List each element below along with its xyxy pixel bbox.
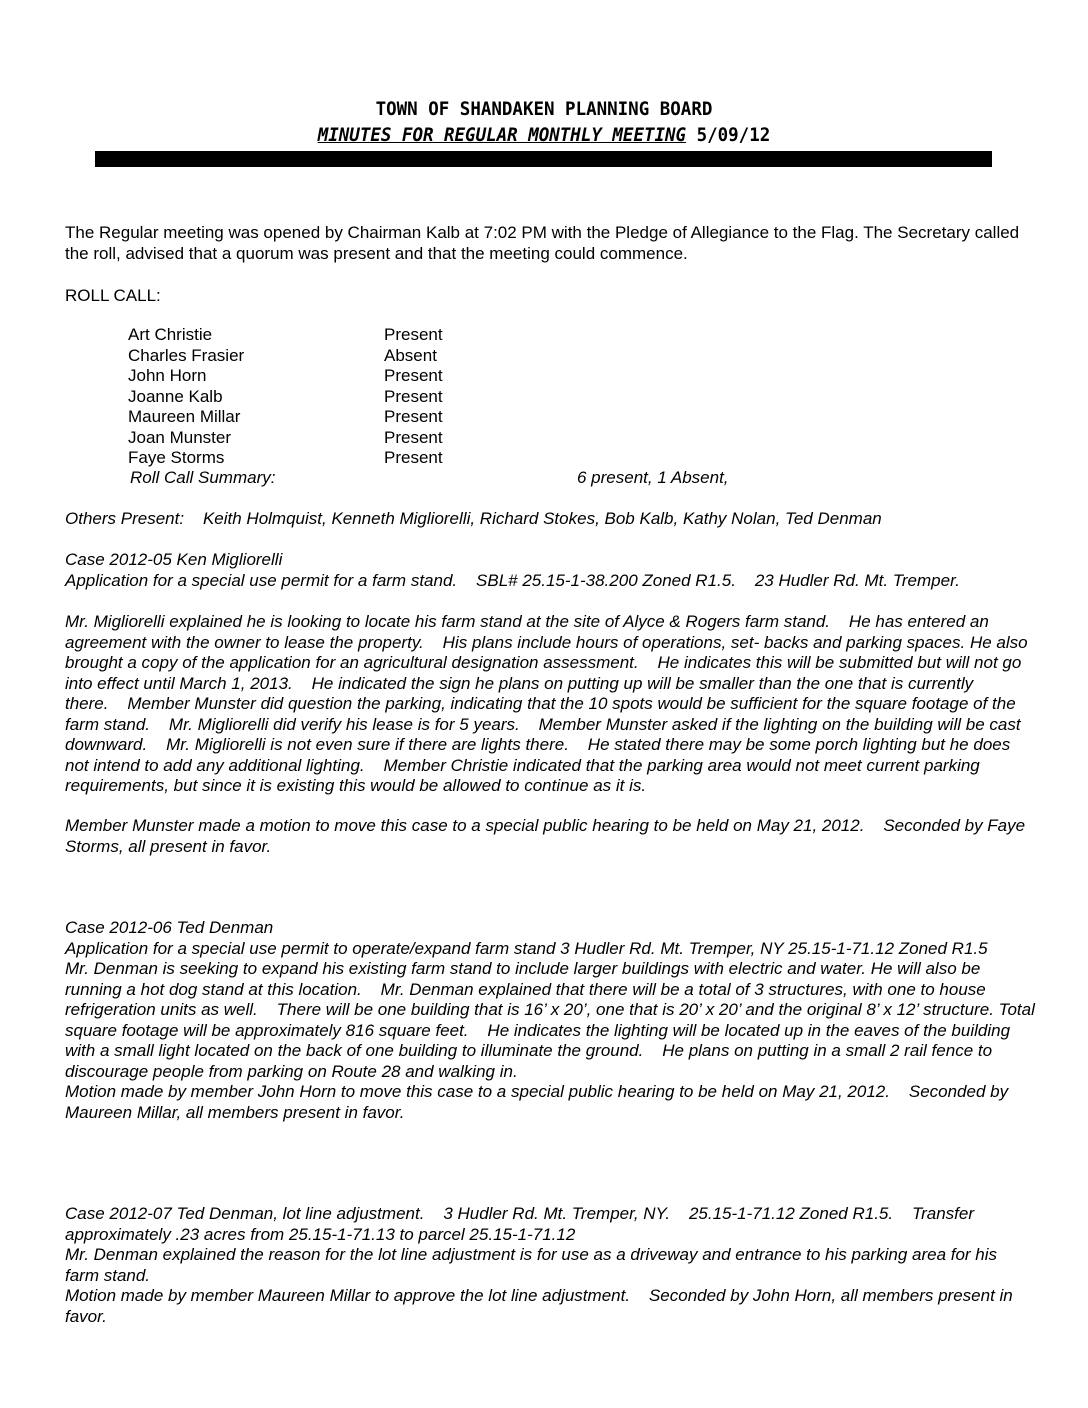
member-status: Present (384, 325, 443, 344)
case-discussion: Mr. Denman is seeking to expand his existing farm stand to include larger buildings with electric and water. He will also be running a hot dog stand at this location. Mr. Denman explained that there will be a total of 3 structures, with one to house refrigeration units as well. There will be one building that is 16’ x 20’, one that is 20’ x 20’ and the original 8’ x 12’ structure. Total square footage will be approximately 816 square feet. He indicates the lighting will be located up in the eaves of the building with a small light located on the back of one building to illuminate the ground. He plans on putting in a small 2 rail fence to discourage people from parking on Route 28 and walking in. (65, 959, 1035, 1081)
roll-call-row (128, 407, 828, 428)
case-2012-05-section (65, 550, 1035, 591)
case-motion: Motion made by member Maureen Millar to approve the lot line adjustment. Seconded by John Horn, all members present in favor. (65, 1286, 1013, 1326)
member-status: Present (384, 448, 443, 467)
member-name: Charles Frasier (128, 345, 245, 365)
case-heading: Case 2012-07 Ted Denman, lot line adjustment. 3 Hudler Rd. Mt. Tremper, NY. 25.15-1-71.12 Zoned R1.5. Transfer approximately .23 acres from 25.15-1-71.13 to parcel 25.15-1-71.12 (65, 1204, 975, 1244)
roll-call-heading-block (65, 286, 1035, 307)
case-2012-07-section (65, 1204, 1035, 1327)
others-present: Others Present: Keith Holmquist, Kenneth Migliorelli, Richard Stokes, Bob Kalb, Kathy Nolan, Ted Denman (65, 509, 882, 528)
case-motion: Member Munster made a motion to move this case to a special public hearing to be held on May 21, 2012. Seconded by Faye Storms, all present in favor. (65, 816, 1026, 856)
roll-call-row (128, 346, 828, 367)
case-2012-05-discussion-section (65, 612, 1035, 797)
subtitle-date: 5/09/12 (686, 124, 771, 146)
case-heading: Case 2012-05 Ken Migliorelli (65, 550, 283, 569)
member-name: Maureen Millar (128, 407, 241, 426)
case-application: Application for a special use permit for a farm stand. SBL# 25.15-1-38.200 Zoned R1.5. 23 Hudler Rd. Mt. Tremper. (65, 570, 960, 590)
others-present-section (65, 509, 1035, 530)
case-heading: Case 2012-06 Ted Denman (65, 918, 274, 937)
document-subtitle (44, 122, 1045, 148)
member-name: Joan Munster (128, 427, 231, 447)
member-status: Absent (384, 345, 437, 365)
subtitle-meeting-type: MINUTES FOR REGULAR MONTHLY MEETING (317, 124, 687, 146)
case-discussion: Mr. Migliorelli explained he is looking to locate his farm stand at the site of Alyce & Rogers farm stand. He has entered an agreement with the owner to lease the property. His plans include hours of operations, set- backs and parking spaces. He also brought a copy of the application for an agricultural designation assessment. He indicates this will be submitted but will not go into effect until March 1, 2013. He indicated the sign he plans on putting up will be smaller than the one that is currently there. Member Munster did question the parking, indicating that the 10 spots would be sufficient for the square footage of the farm stand. Mr. Migliorelli did verify his lease is for 5 years. Member Munster asked if the lighting on the building will be cast downward. Mr. Migliorelli is not even sure if there are lights there. He stated there may be some porch lighting but he does not intend to add any additional lighting. Member Christie indicated that the parking area would not meet current parking requirements, but since it is existing this would be allowed to continue as it is. (65, 612, 1028, 795)
roll-call-list (128, 325, 828, 487)
document-header (0, 96, 1088, 148)
roll-call-row (128, 325, 828, 346)
case-motion: Motion made by member John Horn to move this case to a special public hearing to be held on May 21, 2012. Seconded by Maureen Millar, all members present in favor. (65, 1082, 1009, 1122)
document-title: TOWN OF SHANDAKEN PLANNING BOARD (375, 98, 713, 120)
roll-call-summary-value: 6 present, 1 Absent, (577, 468, 729, 487)
roll-call-row (128, 428, 828, 449)
member-status: Present (384, 386, 443, 406)
roll-call-heading: ROLL CALL: (65, 286, 161, 305)
member-name: Joanne Kalb (128, 386, 223, 406)
case-discussion: Mr. Denman explained the reason for the lot line adjustment is for use as a driveway and entrance to his parking area for his farm stand. (65, 1245, 998, 1285)
case-2012-06-section (65, 918, 1035, 1123)
case-2012-05-motion-section (65, 816, 1035, 857)
member-name: Art Christie (128, 325, 213, 344)
roll-call-row (128, 387, 828, 408)
opening-paragraph: The Regular meeting was opened by Chairman Kalb at 7:02 PM with the Pledge of Allegiance to the Flag. The Secretary called the roll, advised that a quorum was present and that the meeting could commence. (65, 223, 1020, 263)
case-application: Application for a special use permit to operate/expand farm stand 3 Hudler Rd. Mt. Tremper, NY 25.15-1-71.12 Zoned R1.5 (65, 938, 988, 958)
member-status: Present (384, 407, 443, 426)
member-name: Faye Storms (128, 448, 225, 467)
roll-call-summary-label: Roll Call Summary: (130, 468, 276, 487)
roll-call-row (128, 448, 828, 469)
member-status: Present (384, 427, 443, 447)
member-name: John Horn (128, 366, 207, 385)
member-status: Present (384, 366, 443, 385)
header-rule (95, 151, 992, 167)
opening-section (65, 223, 1035, 264)
roll-call-row (128, 366, 828, 387)
